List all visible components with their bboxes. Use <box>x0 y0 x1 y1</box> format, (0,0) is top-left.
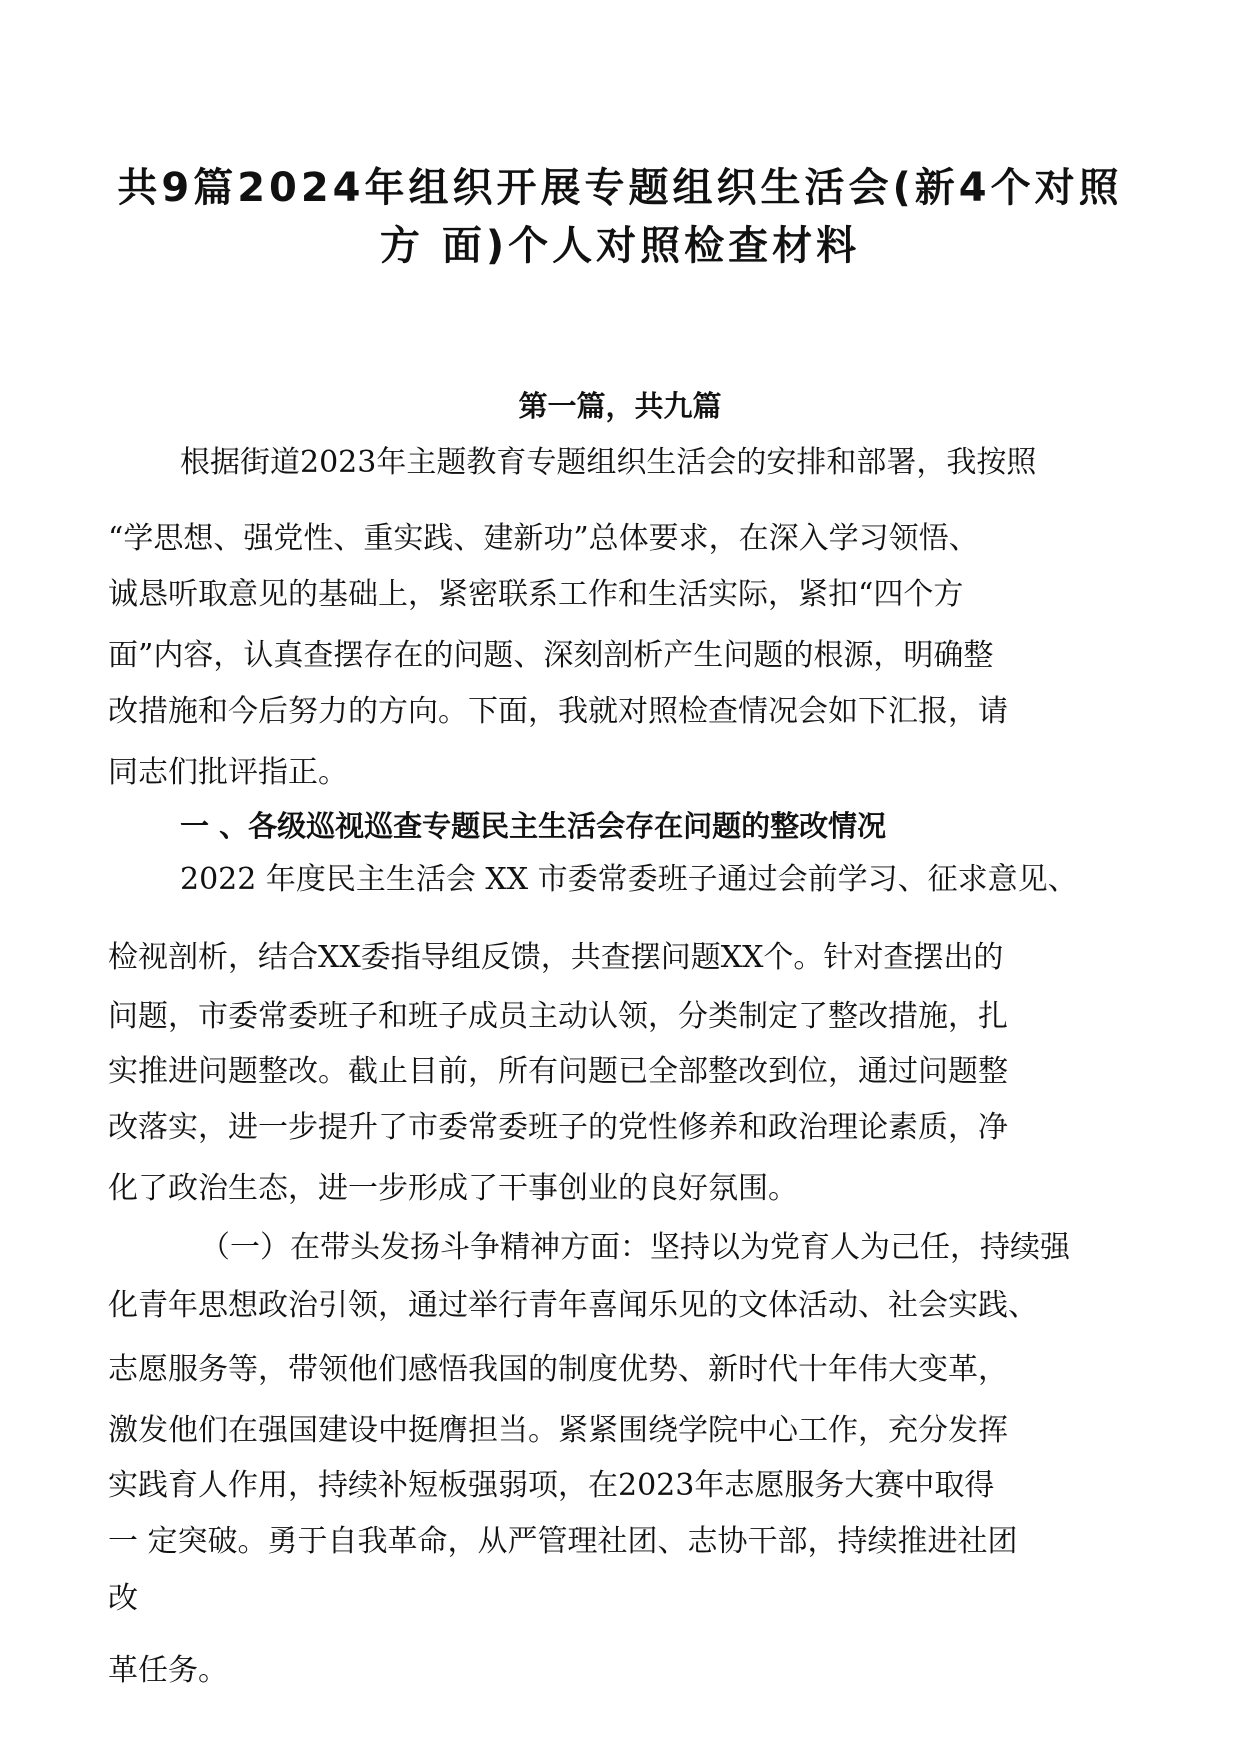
subsection-line: 实践育人作用，持续补短板强弱项，在2023年志愿服务大赛中取得 <box>108 1468 995 1503</box>
intro-line: 同志们批评指正。 <box>108 755 348 790</box>
subsection-line: （一）在带头发扬斗争精神方面：坚持以为党育人为己任，持续强 <box>200 1230 1070 1265</box>
section-line: 问题，市委常委班子和班子成员主动认领，分类制定了整改措施，扎 <box>108 999 1008 1034</box>
subsection-line: 改 <box>108 1581 138 1616</box>
intro-line: 诚恳听取意见的基础上，紧密联系工作和生活实际，紧扣“四个方 <box>108 577 964 612</box>
subsection-line: 一 定突破。勇于自我革命，从严管理社团、志协干部，持续推进社团 <box>108 1524 1018 1559</box>
section-line: 检视剖析，结合XX委指导组反馈，共查摆问题XX个。针对查摆出的 <box>108 940 1004 975</box>
document-title-line-1: 共9篇2024年组织开展专题组织生活会(新4个对照 <box>117 165 1123 211</box>
intro-line: “学思想、强党性、重实践、建新功”总体要求，在深入学习领悟、 <box>108 521 979 556</box>
section-line: 化了政治生态，进一步形成了干事创业的良好氛围。 <box>108 1171 798 1206</box>
intro-line: 根据街道2023年主题教育专题组织生活会的安排和部署，我按照 <box>180 445 1037 480</box>
section-line: 实推进问题整改。截止目前，所有问题已全部整改到位，通过问题整 <box>108 1054 1008 1089</box>
section-line: 改落实，进一步提升了市委常委班子的党性修养和政治理论素质，净 <box>108 1110 1008 1145</box>
document-title-line-2: 方 面)个人对照检查材料 <box>379 223 861 269</box>
section-heading: 一 、各级巡视巡查专题民主生活会存在问题的整改情况 <box>180 809 887 843</box>
subsection-line: 志愿服务等，带领他们感悟我国的制度优势、新时代十年伟大变革， <box>108 1352 1008 1387</box>
subsection-line: 激发他们在强国建设中挺膺担当。紧紧围绕学院中心工作，充分发挥 <box>108 1413 1008 1448</box>
section-line: 2022 年度民主生活会 XX 市委常委班子通过会前学习、征求意见、 <box>180 862 1078 897</box>
subsection-line: 化青年思想政治引领，通过举行青年喜闻乐见的文体活动、社会实践、 <box>108 1288 1038 1323</box>
subsection-line: 革任务。 <box>108 1653 228 1688</box>
intro-line: 面”内容，认真查摆存在的问题、深刻剖析产生问题的根源，明确整 <box>108 638 994 673</box>
intro-line: 改措施和今后努力的方向。下面，我就对照检查情况会如下汇报，请 <box>108 694 1008 729</box>
part-subheading: 第一篇，共九篇 <box>518 389 722 423</box>
